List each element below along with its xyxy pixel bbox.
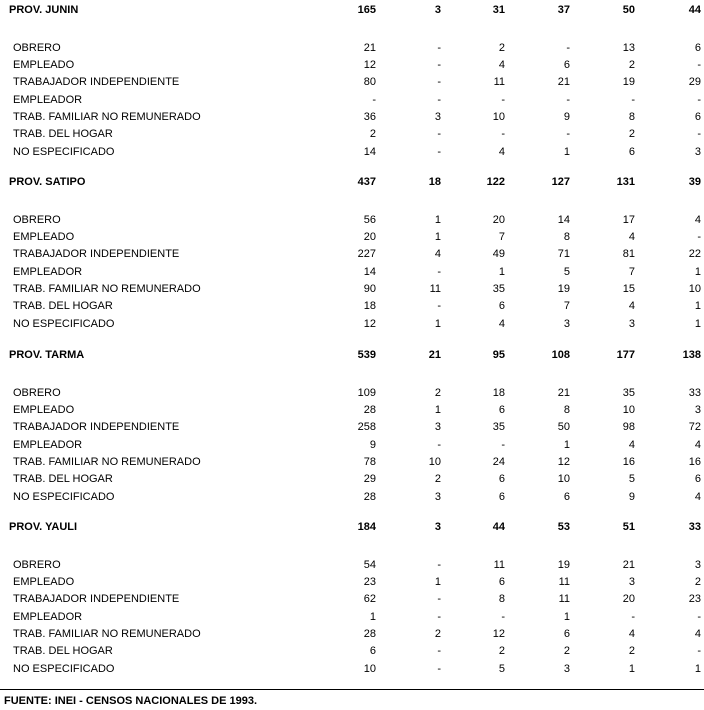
table-row <box>0 94 704 110</box>
value-cell: 1 <box>434 404 441 416</box>
category-label: EMPLEADOR <box>13 611 83 623</box>
value-cell: 19 <box>557 283 570 295</box>
table-row <box>0 439 704 455</box>
value-cell: 62 <box>363 593 376 605</box>
value-cell: 14 <box>557 214 570 226</box>
value-cell: 4 <box>628 231 635 243</box>
value-cell: 90 <box>363 283 376 295</box>
province-header-row <box>0 4 704 20</box>
value-cell: 81 <box>622 248 635 260</box>
value-cell: 6 <box>498 404 505 416</box>
province-total-cell: 33 <box>688 521 701 533</box>
value-cell: 6 <box>498 300 505 312</box>
category-label: TRAB. DEL HOGAR <box>13 645 113 657</box>
value-cell: - <box>437 559 441 571</box>
value-cell: 10 <box>492 111 505 123</box>
value-cell: - <box>437 663 441 675</box>
province-total-cell: 50 <box>622 4 635 16</box>
value-cell: 21 <box>557 387 570 399</box>
value-cell: - <box>437 128 441 140</box>
value-cell: 6 <box>498 576 505 588</box>
province-total-cell: 44 <box>492 521 505 533</box>
value-cell: 28 <box>363 628 376 640</box>
value-cell: 2 <box>434 473 441 485</box>
value-cell: 5 <box>628 473 635 485</box>
category-label: NO ESPECIFICADO <box>13 663 115 675</box>
table-row <box>0 59 704 75</box>
value-cell: 29 <box>688 76 701 88</box>
province-total-cell: 21 <box>428 349 441 361</box>
province-header-row <box>0 349 704 365</box>
value-cell: - <box>437 611 441 623</box>
value-cell: 11 <box>493 76 505 88</box>
province-total-cell: 18 <box>428 176 441 188</box>
value-cell: 11 <box>429 283 441 295</box>
value-cell: 35 <box>492 421 505 433</box>
footer-divider <box>0 689 704 690</box>
value-cell: 7 <box>628 266 635 278</box>
value-cell: 3 <box>434 421 441 433</box>
category-label: TRAB. FAMILIAR NO REMUNERADO <box>13 628 201 640</box>
value-cell: 6 <box>694 473 701 485</box>
value-cell: 6 <box>694 42 701 54</box>
table-row <box>0 559 704 575</box>
value-cell: 1 <box>369 611 376 623</box>
value-cell: 21 <box>557 76 570 88</box>
value-cell: 10 <box>622 404 635 416</box>
value-cell: 36 <box>363 111 376 123</box>
value-cell: 3 <box>563 663 570 675</box>
category-label: NO ESPECIFICADO <box>13 318 115 330</box>
value-cell: - <box>697 94 701 106</box>
value-cell: 1 <box>563 611 570 623</box>
value-cell: 16 <box>688 456 701 468</box>
value-cell: - <box>372 94 376 106</box>
table-row <box>0 231 704 247</box>
value-cell: 10 <box>428 456 441 468</box>
value-cell: 6 <box>498 473 505 485</box>
value-cell: 6 <box>563 628 570 640</box>
value-cell: 19 <box>622 76 635 88</box>
source-note: FUENTE: INEI - CENSOS NACIONALES DE 1993. <box>4 695 258 707</box>
value-cell: 71 <box>557 248 570 260</box>
value-cell: 54 <box>363 559 376 571</box>
value-cell: 7 <box>498 231 505 243</box>
value-cell: - <box>631 611 635 623</box>
province-name: PROV. YAULI <box>9 521 78 533</box>
value-cell: 4 <box>694 628 701 640</box>
value-cell: 14 <box>363 146 376 158</box>
value-cell: 5 <box>563 266 570 278</box>
value-cell: 12 <box>492 628 505 640</box>
province-header-row <box>0 176 704 192</box>
value-cell: 21 <box>622 559 635 571</box>
value-cell: 14 <box>363 266 376 278</box>
value-cell: 8 <box>563 404 570 416</box>
table-row <box>0 128 704 144</box>
value-cell: 4 <box>694 439 701 451</box>
value-cell: 2 <box>369 128 376 140</box>
category-label: TRABAJADOR INDEPENDIENTE <box>13 248 180 260</box>
value-cell: 9 <box>628 491 635 503</box>
value-cell: 49 <box>492 248 505 260</box>
province-total-cell: 53 <box>557 521 570 533</box>
value-cell: 80 <box>363 76 376 88</box>
value-cell: 3 <box>628 576 635 588</box>
value-cell: 20 <box>622 593 635 605</box>
value-cell: 35 <box>492 283 505 295</box>
table-row <box>0 42 704 58</box>
value-cell: 6 <box>563 59 570 71</box>
value-cell: - <box>437 94 441 106</box>
value-cell: 22 <box>688 248 701 260</box>
value-cell: 1 <box>563 146 570 158</box>
category-label: OBRERO <box>13 214 61 226</box>
value-cell: 11 <box>493 559 505 571</box>
table-row <box>0 456 704 472</box>
province-total-cell: 165 <box>357 4 376 16</box>
value-cell: 1 <box>563 439 570 451</box>
category-label: TRABAJADOR INDEPENDIENTE <box>13 593 180 605</box>
value-cell: 6 <box>628 146 635 158</box>
table-row <box>0 593 704 609</box>
value-cell: 1 <box>694 663 701 675</box>
value-cell: 4 <box>628 300 635 312</box>
value-cell: 10 <box>363 663 376 675</box>
value-cell: 9 <box>369 439 376 451</box>
table-row <box>0 248 704 264</box>
category-label: EMPLEADOR <box>13 266 83 278</box>
province-name: PROV. JUNIN <box>9 4 79 16</box>
value-cell: - <box>437 59 441 71</box>
province-total-cell: 108 <box>551 349 570 361</box>
table-row <box>0 111 704 127</box>
value-cell: 12 <box>363 318 376 330</box>
value-cell: - <box>501 611 505 623</box>
value-cell: 35 <box>622 387 635 399</box>
category-label: TRAB. FAMILIAR NO REMUNERADO <box>13 111 201 123</box>
value-cell: 9 <box>563 111 570 123</box>
table-row <box>0 214 704 230</box>
value-cell: 2 <box>694 576 701 588</box>
province-total-cell: 177 <box>616 349 635 361</box>
table-row <box>0 473 704 489</box>
category-label: TRAB. DEL HOGAR <box>13 300 113 312</box>
category-label: EMPLEADO <box>13 59 75 71</box>
province-total-cell: 138 <box>682 349 701 361</box>
value-cell: 10 <box>688 283 701 295</box>
table-row <box>0 611 704 627</box>
category-label: EMPLEADO <box>13 404 75 416</box>
category-label: TRABAJADOR INDEPENDIENTE <box>13 76 180 88</box>
province-total-cell: 3 <box>434 4 441 16</box>
value-cell: 18 <box>492 387 505 399</box>
value-cell: 20 <box>492 214 505 226</box>
province-total-cell: 184 <box>357 521 376 533</box>
value-cell: - <box>437 266 441 278</box>
value-cell: 56 <box>363 214 376 226</box>
value-cell: 4 <box>434 248 441 260</box>
value-cell: 258 <box>357 421 376 433</box>
value-cell: 15 <box>622 283 635 295</box>
value-cell: 8 <box>563 231 570 243</box>
value-cell: - <box>437 439 441 451</box>
value-cell: 72 <box>688 421 701 433</box>
table-row <box>0 300 704 316</box>
value-cell: 2 <box>628 645 635 657</box>
value-cell: 21 <box>363 42 376 54</box>
table-row <box>0 628 704 644</box>
value-cell: 23 <box>688 593 701 605</box>
value-cell: 33 <box>688 387 701 399</box>
value-cell: - <box>697 128 701 140</box>
table-row <box>0 146 704 162</box>
value-cell: 11 <box>558 593 570 605</box>
value-cell: - <box>631 94 635 106</box>
value-cell: 4 <box>628 439 635 451</box>
value-cell: 2 <box>563 645 570 657</box>
province-total-cell: 31 <box>492 4 505 16</box>
value-cell: 3 <box>434 111 441 123</box>
province-total-cell: 539 <box>357 349 376 361</box>
category-label: OBRERO <box>13 42 61 54</box>
value-cell: 3 <box>694 146 701 158</box>
value-cell: 19 <box>557 559 570 571</box>
province-total-cell: 122 <box>486 176 505 188</box>
category-label: TRAB. FAMILIAR NO REMUNERADO <box>13 456 201 468</box>
value-cell: 3 <box>628 318 635 330</box>
value-cell: 12 <box>363 59 376 71</box>
province-name: PROV. TARMA <box>9 349 85 361</box>
value-cell: 227 <box>357 248 376 260</box>
category-label: NO ESPECIFICADO <box>13 491 115 503</box>
value-cell: 78 <box>363 456 376 468</box>
value-cell: 2 <box>628 59 635 71</box>
value-cell: 13 <box>622 42 635 54</box>
value-cell: 1 <box>694 300 701 312</box>
value-cell: 1 <box>498 266 505 278</box>
value-cell: - <box>697 59 701 71</box>
value-cell: 24 <box>492 456 505 468</box>
value-cell: 3 <box>434 491 441 503</box>
value-cell: 2 <box>434 628 441 640</box>
value-cell: 98 <box>622 421 635 433</box>
value-cell: - <box>566 42 570 54</box>
value-cell: 4 <box>498 59 505 71</box>
province-name: PROV. SATIPO <box>9 176 86 188</box>
value-cell: 3 <box>563 318 570 330</box>
value-cell: 2 <box>498 645 505 657</box>
category-label: OBRERO <box>13 559 61 571</box>
value-cell: 10 <box>557 473 570 485</box>
value-cell: 8 <box>498 593 505 605</box>
value-cell: 6 <box>563 491 570 503</box>
value-cell: 29 <box>363 473 376 485</box>
value-cell: 6 <box>369 645 376 657</box>
value-cell: 8 <box>628 111 635 123</box>
category-label: EMPLEADOR <box>13 94 83 106</box>
value-cell: 20 <box>363 231 376 243</box>
value-cell: - <box>501 439 505 451</box>
category-label: TRAB. FAMILIAR NO REMUNERADO <box>13 283 201 295</box>
value-cell: 4 <box>694 214 701 226</box>
value-cell: 1 <box>434 214 441 226</box>
value-cell: 12 <box>557 456 570 468</box>
value-cell: 3 <box>694 404 701 416</box>
value-cell: 6 <box>498 491 505 503</box>
table-row <box>0 491 704 507</box>
province-total-cell: 39 <box>688 176 701 188</box>
value-cell: 1 <box>434 318 441 330</box>
value-cell: 7 <box>563 300 570 312</box>
table-row <box>0 421 704 437</box>
value-cell: - <box>437 645 441 657</box>
category-label: TRABAJADOR INDEPENDIENTE <box>13 421 180 433</box>
value-cell: - <box>566 94 570 106</box>
value-cell: 18 <box>363 300 376 312</box>
value-cell: - <box>437 593 441 605</box>
value-cell: 28 <box>363 491 376 503</box>
value-cell: - <box>501 128 505 140</box>
table-row <box>0 266 704 282</box>
value-cell: - <box>697 645 701 657</box>
value-cell: 2 <box>628 128 635 140</box>
value-cell: 4 <box>498 318 505 330</box>
province-total-cell: 437 <box>357 176 376 188</box>
category-label: OBRERO <box>13 387 61 399</box>
value-cell: 16 <box>622 456 635 468</box>
value-cell: 4 <box>694 491 701 503</box>
category-label: EMPLEADO <box>13 576 75 588</box>
category-label: NO ESPECIFICADO <box>13 146 115 158</box>
table-row <box>0 387 704 403</box>
table-row <box>0 404 704 420</box>
table-row <box>0 76 704 92</box>
value-cell: 5 <box>498 663 505 675</box>
category-label: TRAB. DEL HOGAR <box>13 128 113 140</box>
value-cell: 1 <box>694 266 701 278</box>
value-cell: - <box>437 42 441 54</box>
province-total-cell: 95 <box>492 349 505 361</box>
value-cell: - <box>437 76 441 88</box>
value-cell: 6 <box>694 111 701 123</box>
value-cell: - <box>697 231 701 243</box>
value-cell: - <box>437 300 441 312</box>
value-cell: 4 <box>628 628 635 640</box>
value-cell: 1 <box>434 576 441 588</box>
value-cell: 2 <box>498 42 505 54</box>
table-row <box>0 663 704 679</box>
category-label: EMPLEADOR <box>13 439 83 451</box>
value-cell: - <box>501 94 505 106</box>
value-cell: - <box>566 128 570 140</box>
value-cell: 2 <box>434 387 441 399</box>
province-header-row <box>0 521 704 537</box>
province-total-cell: 44 <box>688 4 701 16</box>
province-total-cell: 131 <box>616 176 635 188</box>
table-row <box>0 645 704 661</box>
province-total-cell: 37 <box>557 4 570 16</box>
table-row <box>0 576 704 592</box>
value-cell: 1 <box>434 231 441 243</box>
province-total-cell: 127 <box>551 176 570 188</box>
value-cell: 23 <box>363 576 376 588</box>
value-cell: 17 <box>622 214 635 226</box>
province-total-cell: 3 <box>434 521 441 533</box>
value-cell: 4 <box>498 146 505 158</box>
table-row <box>0 283 704 299</box>
value-cell: - <box>437 146 441 158</box>
value-cell: 3 <box>694 559 701 571</box>
category-label: EMPLEADO <box>13 231 75 243</box>
value-cell: 11 <box>558 576 570 588</box>
table-row <box>0 318 704 334</box>
value-cell: 50 <box>557 421 570 433</box>
value-cell: - <box>697 611 701 623</box>
value-cell: 28 <box>363 404 376 416</box>
value-cell: 1 <box>694 318 701 330</box>
value-cell: 109 <box>357 387 376 399</box>
value-cell: 1 <box>628 663 635 675</box>
category-label: TRAB. DEL HOGAR <box>13 473 113 485</box>
province-total-cell: 51 <box>622 521 635 533</box>
